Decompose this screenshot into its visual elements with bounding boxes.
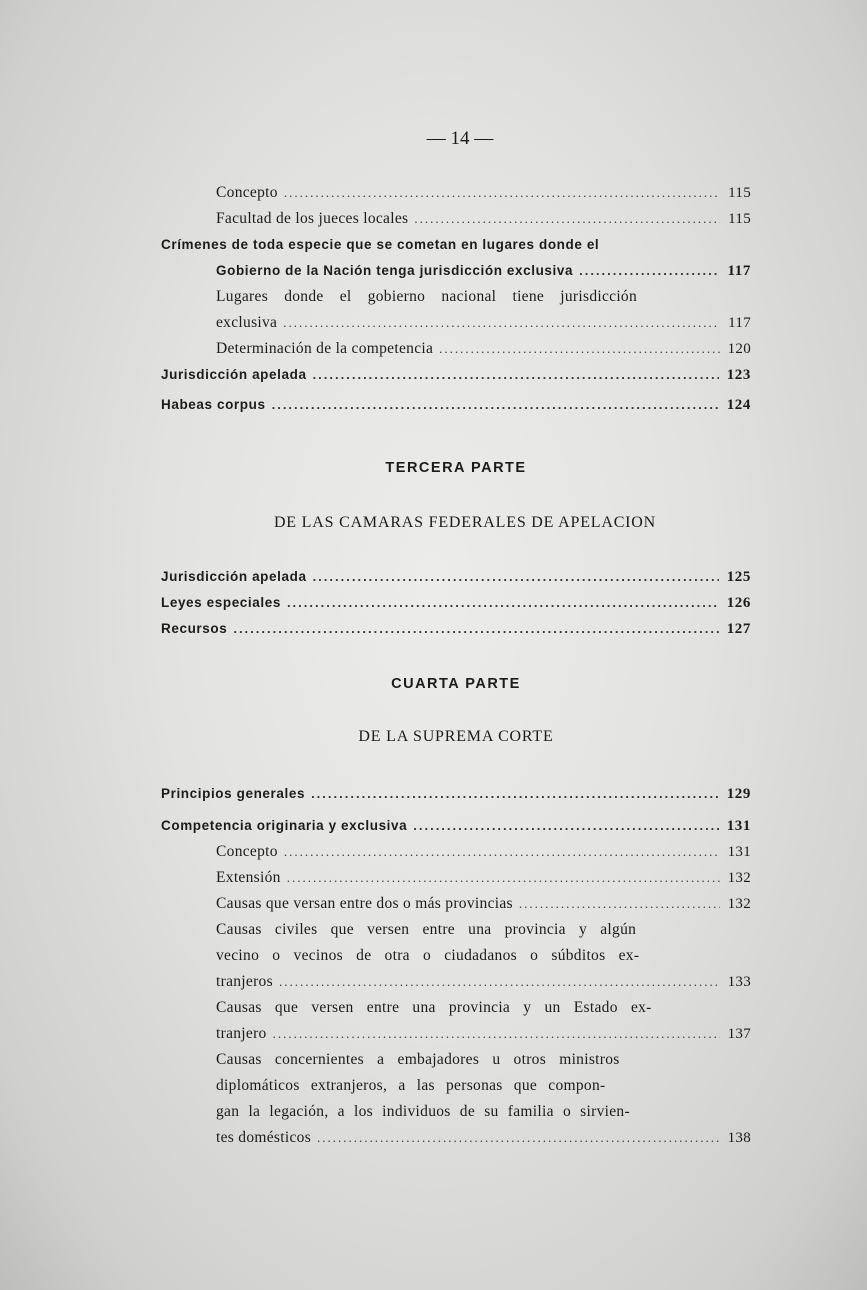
- section-subtitle: DE LAS CAMARAS FEDERALES DE APELACION: [273, 514, 657, 531]
- toc-entry-label: Concepto: [216, 184, 278, 201]
- toc-entry: [161, 590, 751, 616]
- toc-entry: [161, 813, 751, 839]
- toc-entry: [161, 180, 751, 206]
- toc-entry-continued: [161, 1073, 751, 1099]
- section-heading-3: [161, 460, 751, 476]
- dot-leader: [272, 392, 719, 418]
- toc-entry-label: Extensión: [216, 869, 281, 886]
- toc-entry-continued: [161, 969, 751, 995]
- toc-entry-page: 127: [726, 621, 751, 637]
- page-number: — 14 —: [426, 128, 494, 149]
- toc-entry-page: 115: [728, 185, 751, 201]
- toc-entry-label: Facultad de los jueces locales: [216, 210, 409, 227]
- toc-entry-label: Gobierno de la Nación tenga jurisdicción exclusiva: [216, 263, 574, 278]
- section-heading-4: [161, 676, 751, 692]
- toc-entry: [161, 232, 751, 258]
- toc-entry-label: Causas que versan entre dos o más provincias: [216, 895, 513, 912]
- toc-entry-label: Recursos: [161, 621, 228, 636]
- toc-entry: [161, 839, 751, 865]
- toc-entry-continued: [161, 1125, 751, 1151]
- toc-entry-label: diplomáticos extranjeros, a las personas que compon-: [216, 1077, 606, 1094]
- toc-entry-label: exclusiva: [216, 314, 278, 331]
- section-subtitle: DE LA SUPREMA CORTE: [358, 728, 554, 745]
- toc-entry-label: Lugares donde el gobierno nacional tiene jurisdicción: [216, 288, 638, 305]
- toc-part-c: [161, 781, 751, 1151]
- dot-leader: [311, 781, 719, 807]
- toc-entry-page: 125: [726, 569, 751, 585]
- toc-part-a: [161, 180, 751, 418]
- toc-entry-label: Causas que versen entre una provincia y un Estado ex-: [216, 999, 652, 1016]
- dot-leader: [279, 969, 720, 995]
- toc-entry-page: 129: [726, 786, 751, 802]
- toc-entry: [161, 995, 751, 1021]
- toc-entry: [161, 891, 751, 917]
- toc-entry-continued: [161, 258, 751, 284]
- toc-entry-page: 120: [727, 341, 751, 357]
- dot-leader: [284, 180, 720, 206]
- dot-leader: [284, 839, 720, 865]
- dot-leader: [414, 206, 720, 232]
- toc-entry: [161, 564, 751, 590]
- toc-entry-page: 117: [728, 315, 751, 331]
- toc-entry-continued: [161, 1021, 751, 1047]
- toc-entry-label: vecino o vecinos de otra o ciudadanos o súbditos ex-: [216, 947, 640, 964]
- toc-entry-continued: [161, 310, 751, 336]
- dot-leader: [439, 336, 719, 362]
- section-subtitle-4: [161, 728, 751, 746]
- toc-entry: [161, 616, 751, 642]
- toc-entry-label: Causas concernientes a embajadores u otros ministros: [216, 1051, 620, 1068]
- dot-leader: [287, 865, 720, 891]
- toc-entry: [161, 917, 751, 943]
- dot-leader: [273, 1021, 720, 1047]
- toc-entry-page: 132: [727, 896, 751, 912]
- toc-entry-label: tes domésticos: [216, 1129, 312, 1146]
- toc-entry-page: 124: [726, 397, 751, 413]
- dot-leader: [413, 813, 718, 839]
- toc-entry: [161, 1047, 751, 1073]
- section-subtitle-3: [140, 514, 790, 532]
- toc-entry-page: 137: [727, 1026, 751, 1042]
- toc-entry-label: Determinación de la competencia: [216, 340, 434, 357]
- toc-entry-page: 138: [727, 1130, 751, 1146]
- section-title: TERCERA PARTE: [385, 460, 527, 476]
- toc-entry-continued: [161, 1099, 751, 1125]
- toc-entry-label: Habeas corpus: [161, 397, 266, 412]
- toc-entry: [161, 362, 751, 388]
- toc-entry: [161, 336, 751, 362]
- dot-leader: [313, 564, 719, 590]
- toc-entry-page: 133: [727, 974, 751, 990]
- toc-entry-continued: [161, 943, 751, 969]
- toc-entry-label: Leyes especiales: [161, 595, 281, 610]
- dot-leader: [283, 310, 720, 336]
- toc-entry: [161, 392, 751, 418]
- toc-entry-label: tranjeros: [216, 973, 273, 990]
- section-title: CUARTA PARTE: [391, 676, 521, 692]
- dot-leader: [233, 616, 718, 642]
- toc-entry-label: Causas civiles que versen entre una provincia y algún: [216, 921, 637, 938]
- dot-leader: [519, 891, 720, 917]
- toc-entry: [161, 284, 751, 310]
- toc-entry-label: Jurisdicción apelada: [161, 367, 307, 382]
- toc-entry-label: Principios generales: [161, 786, 306, 801]
- toc-entry: [161, 781, 751, 807]
- toc-entry-page: 126: [726, 595, 751, 611]
- toc-entry-label: Competencia originaria y exclusiva: [161, 818, 408, 833]
- toc-entry: [161, 206, 751, 232]
- dot-leader: [313, 362, 719, 388]
- dot-leader: [579, 258, 719, 284]
- toc-entry-page: 132: [727, 870, 751, 886]
- toc-entry-label: Jurisdicción apelada: [161, 569, 307, 584]
- toc-entry-page: 115: [728, 211, 751, 227]
- toc-entry-label: tranjero: [216, 1025, 267, 1042]
- toc-entry-page: 131: [727, 844, 751, 860]
- dot-leader: [317, 1125, 720, 1151]
- toc-entry-page: 117: [727, 263, 751, 279]
- toc-entry-label: gan la legación, a los individuos de su familia o sirvien-: [216, 1103, 630, 1120]
- toc-entry-page: 131: [726, 818, 751, 834]
- toc-entry-page: 123: [726, 367, 751, 383]
- toc-entry-label: Concepto: [216, 843, 278, 860]
- toc-part-b: [161, 564, 751, 642]
- toc-entry: [161, 865, 751, 891]
- toc-entry-label: Crímenes de toda especie que se cometan en lugares donde el: [161, 237, 600, 252]
- dot-leader: [287, 590, 719, 616]
